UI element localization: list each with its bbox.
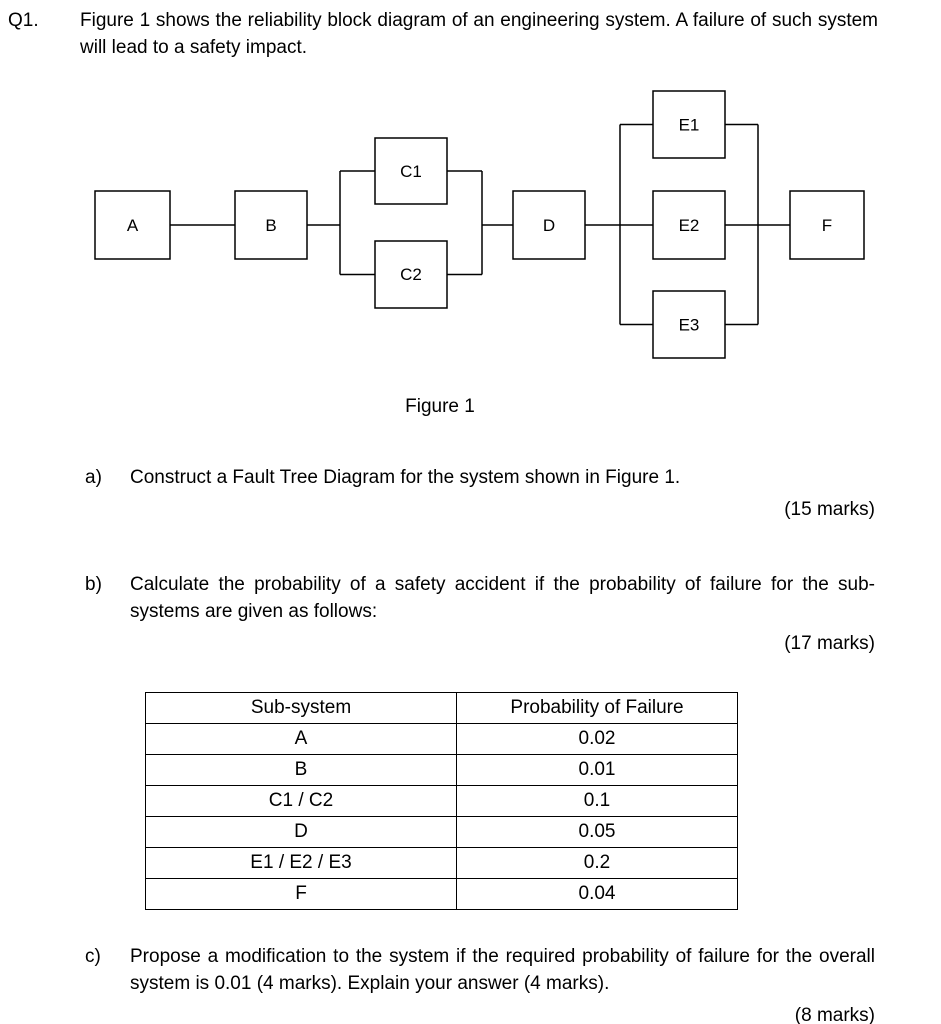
part-b-text: Calculate the probability of a safety accident if the probability of failure for the sub-systems are given as follows: [130,573,875,622]
part-c-text: Propose a modification to the system if the required probability of failure for the overall system is 0.01 (4 marks). Explain your answer (4 marks). [130,945,875,994]
block-b-label: B [265,215,277,235]
table-row [146,723,738,754]
figure-caption: Figure 1 [405,395,475,417]
cell-probability: 0.04 [457,878,738,909]
probability-table [145,692,738,910]
block-e1-label: E1 [678,115,700,135]
block-c2-label: C2 [400,264,422,284]
cell-subsystem: D [146,816,457,847]
part-b-body [130,572,875,658]
part-a-label: a) [85,466,102,488]
part-b-marks: (17 marks) [784,632,875,654]
part-c-label: c) [85,945,101,967]
cell-probability: 0.01 [457,754,738,785]
col-header-subsystem: Sub-system [146,692,457,723]
question-intro: Figure 1 shows the reliability block diagram of an engineering system. A failure of such system will lead to a safety impact. [80,10,878,58]
cell-probability: 0.02 [457,723,738,754]
block-d-label: D [542,215,556,235]
part-c-body [130,944,875,1024]
block-f-label: F [821,215,833,235]
cell-subsystem: F [146,878,457,909]
cell-probability: 0.1 [457,785,738,816]
cell-probability: 0.05 [457,816,738,847]
table-row [146,878,738,909]
block-e3-label: E3 [678,315,700,335]
table-header-row [146,692,738,723]
cell-subsystem: A [146,723,457,754]
table-row [146,754,738,785]
cell-subsystem: C1 / C2 [146,785,457,816]
table-row [146,816,738,847]
part-b-label: b) [85,573,102,595]
cell-probability: 0.2 [457,847,738,878]
part-c [85,944,875,1024]
block-c1-label: C1 [400,161,422,181]
part-a [85,465,875,524]
table-row [146,785,738,816]
col-header-probability: Probability of Failure [457,692,738,723]
table-row [146,847,738,878]
part-a-body [130,465,875,524]
part-a-text: Construct a Fault Tree Diagram for the system shown in Figure 1. [130,466,681,488]
reliability-block-diagram [0,86,941,364]
part-a-marks: (15 marks) [784,498,875,520]
part-b [85,572,875,658]
block-a-label: A [126,215,139,235]
question-number: Q1. [8,10,39,31]
question-header [0,8,941,62]
cell-subsystem: E1 / E2 / E3 [146,847,457,878]
block-e2-label: E2 [678,215,700,235]
part-c-marks: (8 marks) [794,1004,875,1024]
cell-subsystem: B [146,754,457,785]
